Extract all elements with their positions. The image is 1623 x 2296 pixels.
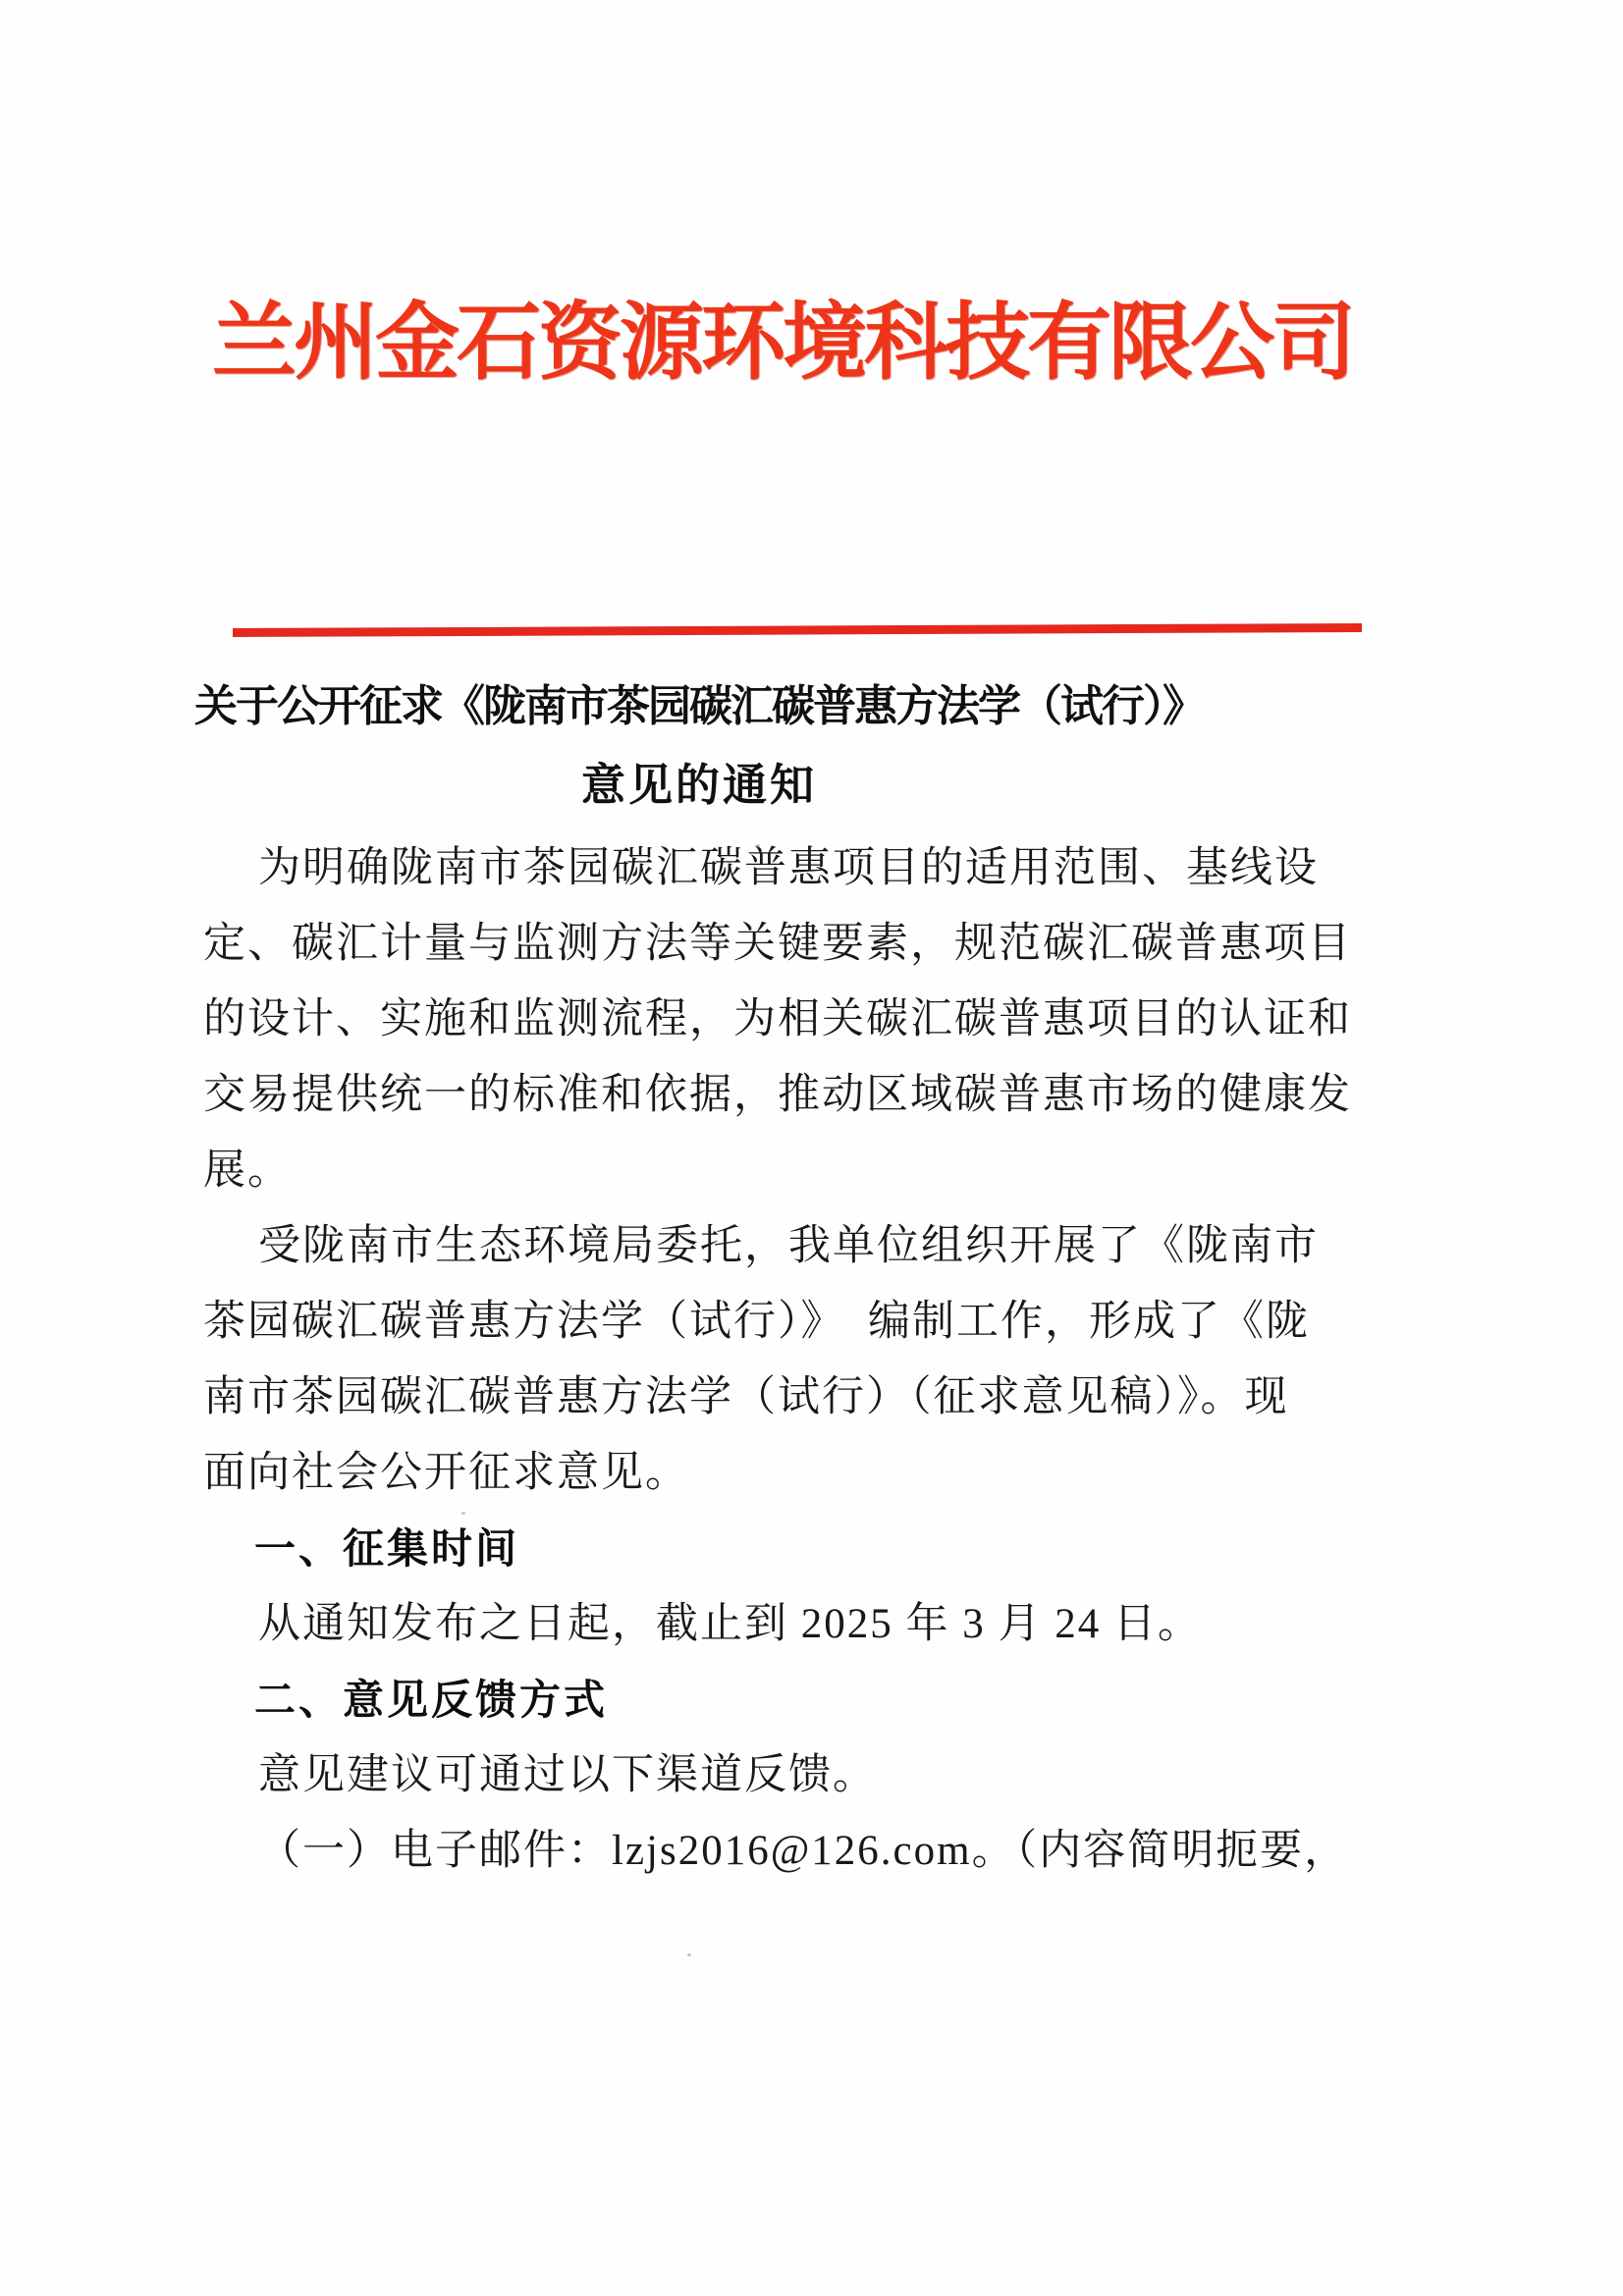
document-title (120, 667, 1278, 825)
page-content (194, 0, 1362, 2296)
scan-speck (756, 844, 760, 848)
body-line: 面向社会公开征求意见。 (203, 1450, 689, 1496)
body-line: 南市茶园碳汇碳普惠方法学（试行）（征求意见稿）》。现 (203, 1374, 1289, 1420)
body-line: 从通知发布之日起，截止到 2025 年 3 月 24 日。 (258, 1601, 1202, 1647)
letterhead-company-name: 兰州金石资源环境科技有限公司 (212, 295, 1353, 390)
scan-speck (687, 1953, 691, 1956)
section-heading-collection-time: 一、征集时间 (254, 1525, 520, 1572)
section-heading-feedback-method: 二、意见反馈方式 (254, 1677, 609, 1723)
body-line-email: （一）电子邮件：lzjs2016@126.com。（内容简明扼要， (258, 1828, 1349, 1874)
document-title-line-2: 意见的通知 (580, 761, 817, 810)
letterhead-red-divider (233, 623, 1362, 637)
body-line: 受陇南市生态环境局委托，我单位组织开展了《陇南市 (258, 1223, 1319, 1269)
document-title-line-1: 关于公开征求《陇南市茶园碳汇碳普惠方法学（试行）》 (194, 682, 1204, 730)
body-line: 展。 (203, 1148, 292, 1194)
body-line: 交易提供统一的标准和依据，推动区域碳普惠市场的健康发 (203, 1072, 1352, 1118)
body-line: 意见建议可通过以下渠道反馈。 (258, 1752, 877, 1798)
body-line: 为明确陇南市茶园碳汇碳普惠项目的适用范围、基线设 (258, 845, 1319, 891)
document-body (203, 830, 1362, 1889)
body-line: 定、碳汇计量与监测方法等关键要素，规范碳汇碳普惠项目 (203, 921, 1352, 967)
body-line: 茶园碳汇碳普惠方法学（试行）》 编制工作，形成了《陇 (203, 1299, 1310, 1345)
body-line: 的设计、实施和监测流程，为相关碳汇碳普惠项目的认证和 (203, 996, 1352, 1042)
scan-speck (461, 1512, 465, 1515)
